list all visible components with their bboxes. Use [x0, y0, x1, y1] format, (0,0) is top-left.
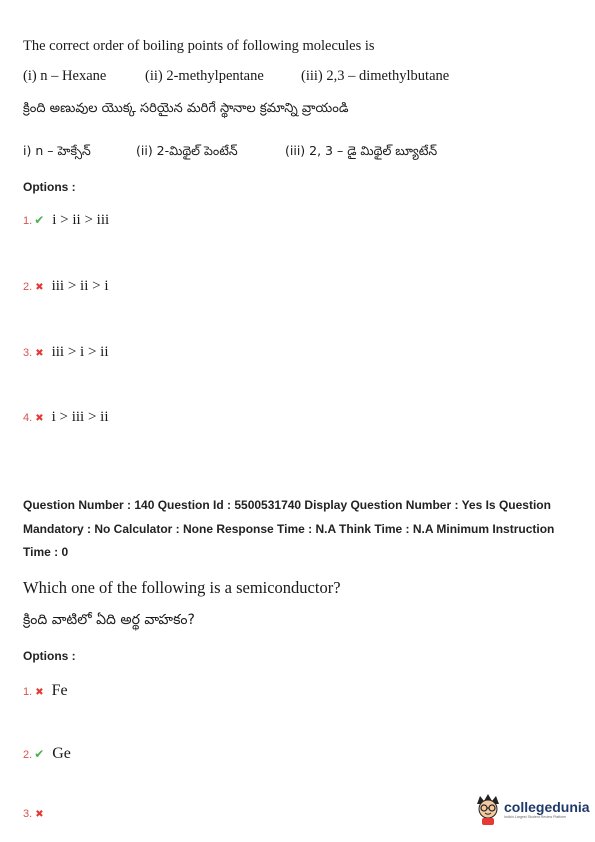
q1-item-iii-telugu: (iii) 2, 3 – డై మిథైల్ బ్యూటేన్ [285, 143, 438, 158]
cross-icon: ✖ [35, 809, 44, 820]
option-text: i > iii > ii [51, 409, 109, 425]
q2-options-label: Options : [23, 649, 76, 663]
q1-stem-telugu: క్రింది అణువుల యొక్క సరియైన మరిగే స్థానాల క్రమాన్ని వ్రాయండి [23, 101, 349, 116]
option-number: 2. [23, 281, 33, 293]
q2-option-1[interactable] [23, 682, 68, 700]
option-number: 1. [23, 215, 33, 227]
q1-item-ii: (ii) 2-methylpentane [145, 68, 264, 84]
meta-line-1: Question Number : 140 Question Id : 5500531740 Display Question Number : Yes Is Question [23, 498, 551, 512]
q1-option-3[interactable] [23, 344, 109, 361]
q1-item-ii-telugu: (ii) 2-మిథైల్ పెంటేన్ [136, 143, 238, 158]
check-icon: ✔ [34, 213, 45, 227]
option-text: Fe [51, 682, 68, 699]
option-text: iii > ii > i [51, 278, 109, 294]
q1-option-1[interactable] [23, 212, 109, 229]
option-text: Ge [52, 745, 71, 762]
q1-options-label: Options : [23, 180, 76, 194]
meta-line-2: Mandatory : No Calculator : None Response Time : N.A Think Time : N.A Minimum Instruction [23, 521, 555, 536]
q1-item-i-telugu: i) n – హెక్సేన్ [23, 143, 91, 158]
logo-tagline: India's Largest Student Review Platform [504, 815, 567, 819]
q1-stem-english: The correct order of boiling points of following molecules is [23, 38, 375, 54]
logo-name: collegedunia [504, 799, 590, 815]
cross-icon: ✖ [35, 282, 44, 293]
meta-line-3: Time : 0 [23, 545, 69, 559]
q1-option-4[interactable] [23, 409, 109, 426]
option-number: 4. [23, 412, 33, 424]
q1-item-iii: (iii) 2,3 – dimethylbutane [301, 68, 450, 84]
option-number: 3. [23, 347, 33, 359]
q2-stem-telugu: క్రింది వాటిలో ఏది అర్థ వాహకం? [23, 612, 195, 628]
option-text: iii > i > ii [51, 344, 109, 360]
q2-option-2[interactable] [23, 745, 71, 763]
option-number: 3. [23, 808, 33, 820]
option-text: i > ii > iii [52, 212, 110, 228]
q1-item-i: (i) n – Hexane [23, 68, 107, 84]
q2-option-3[interactable] [23, 808, 52, 820]
question-meta [23, 494, 583, 565]
q1-option-2[interactable] [23, 278, 109, 295]
q2-stem-english: Which one of the following is a semiconductor? [23, 578, 341, 597]
cross-icon: ✖ [35, 413, 44, 424]
collegedunia-logo [474, 792, 590, 826]
mascot-icon [474, 792, 502, 826]
option-number: 2. [23, 749, 33, 761]
option-number: 1. [23, 686, 33, 698]
cross-icon: ✖ [35, 348, 44, 359]
cross-icon: ✖ [35, 687, 44, 698]
check-icon: ✔ [34, 747, 45, 761]
